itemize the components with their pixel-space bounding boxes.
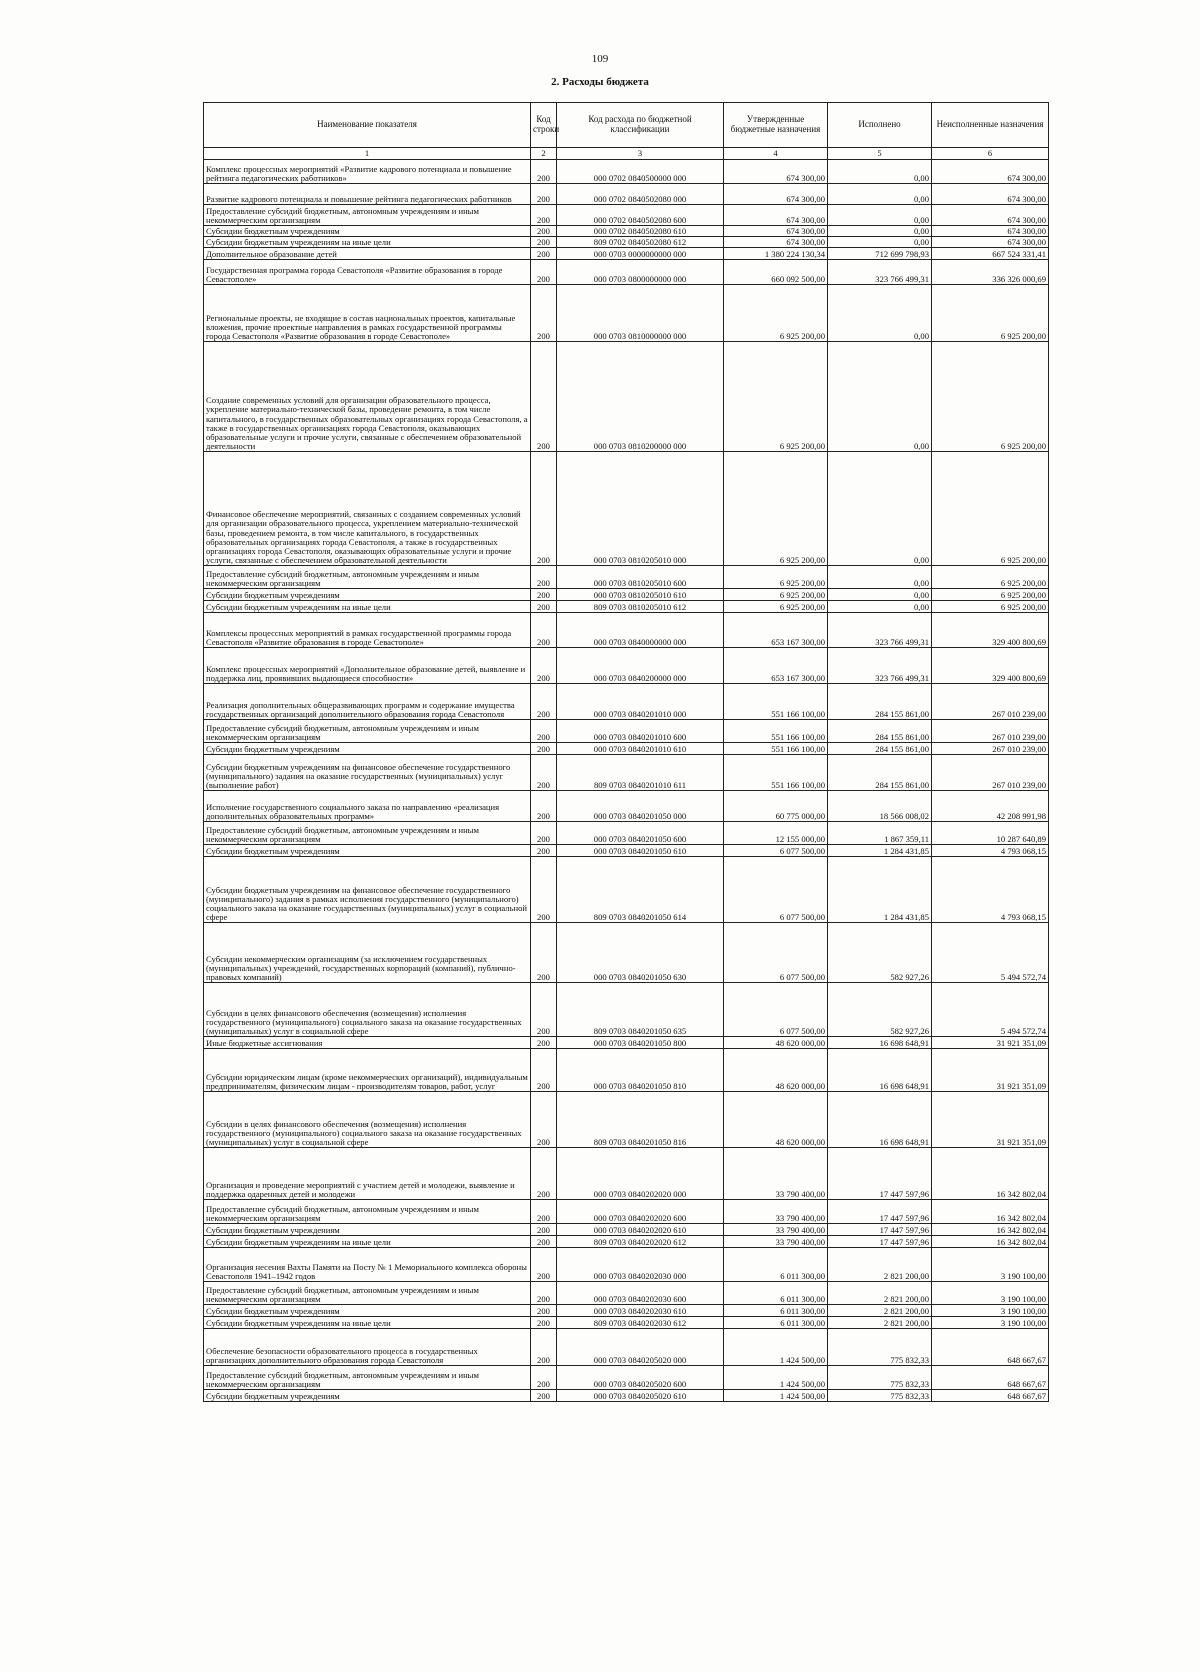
table-row <box>204 1037 1049 1049</box>
approved-amount: 674 300,00 <box>724 160 828 184</box>
line-code: 200 <box>531 566 557 589</box>
expense-name: Предоставление субсидий бюджетным, автономным учреждениям и иным некоммерческим организациям <box>204 205 531 226</box>
unexecuted-amount: 267 010 239,00 <box>932 684 1049 720</box>
line-code: 200 <box>531 791 557 822</box>
executed-amount: 0,00 <box>828 342 932 452</box>
expense-name: Субсидии в целях финансового обеспечения (возмещения) исполнения государственного (муниципального) социального заказа на оказание государственных (муниципальных) услуг в социальной сфере <box>204 1092 531 1148</box>
budget-code: 809 0703 0810205010 612 <box>557 601 724 613</box>
column-number: 3 <box>557 148 724 160</box>
table-row <box>204 601 1049 613</box>
expense-name: Комплексы процессных мероприятий в рамках государственной программы города Севастополя «Развитие образования в городе Севастополе» <box>204 613 531 648</box>
line-code: 200 <box>531 822 557 845</box>
unexecuted-amount: 329 400 800,69 <box>932 613 1049 648</box>
table-row <box>204 1092 1049 1148</box>
executed-amount: 1 867 359,11 <box>828 822 932 845</box>
line-code: 200 <box>531 285 557 342</box>
budget-code: 000 0703 0840205020 000 <box>557 1329 724 1366</box>
line-code: 200 <box>531 720 557 743</box>
executed-amount: 17 447 597,96 <box>828 1224 932 1236</box>
unexecuted-amount: 674 300,00 <box>932 205 1049 226</box>
executed-amount: 323 766 499,31 <box>828 648 932 684</box>
unexecuted-amount: 5 494 572,74 <box>932 923 1049 983</box>
table-row <box>204 566 1049 589</box>
approved-amount: 6 011 300,00 <box>724 1317 828 1329</box>
unexecuted-amount: 16 342 802,04 <box>932 1148 1049 1200</box>
line-code: 200 <box>531 452 557 566</box>
expense-name: Субсидии в целях финансового обеспечения (возмещения) исполнения государственного (муниципального) социального заказа на оказание государственных (муниципальных) услуг в социальной сфере <box>204 983 531 1037</box>
executed-amount: 0,00 <box>828 205 932 226</box>
column-header-unexecuted: Неисполненные назначения <box>932 103 1049 148</box>
approved-amount: 60 775 000,00 <box>724 791 828 822</box>
executed-amount: 582 927,26 <box>828 923 932 983</box>
approved-amount: 1 424 500,00 <box>724 1390 828 1402</box>
expense-name: Субсидии бюджетным учреждениям на финансовое обеспечение государственного (муниципального) задания в рамках исполнения государственного (муниципального) социального заказа на оказание государственных (муниципальных) услуг в социальной сфере <box>204 857 531 923</box>
table-row <box>204 845 1049 857</box>
unexecuted-amount: 648 667,67 <box>932 1329 1049 1366</box>
budget-code: 000 0702 0840502080 610 <box>557 226 724 237</box>
expense-name: Предоставление субсидий бюджетным, автономным учреждениям и иным некоммерческим организациям <box>204 720 531 743</box>
table-row <box>204 589 1049 601</box>
unexecuted-amount: 267 010 239,00 <box>932 720 1049 743</box>
unexecuted-amount: 6 925 200,00 <box>932 452 1049 566</box>
budget-code: 000 0703 0840202030 000 <box>557 1248 724 1282</box>
column-number: 1 <box>204 148 531 160</box>
executed-amount: 17 447 597,96 <box>828 1148 932 1200</box>
section-title: 2. Расходы бюджета <box>551 76 649 88</box>
expense-name: Предоставление субсидий бюджетным, автономным учреждениям и иным некоммерческим организациям <box>204 1200 531 1224</box>
budget-code: 000 0703 0810205010 600 <box>557 566 724 589</box>
table-row <box>204 983 1049 1037</box>
unexecuted-amount: 4 793 068,15 <box>932 845 1049 857</box>
executed-amount: 323 766 499,31 <box>828 260 932 285</box>
executed-amount: 16 698 648,91 <box>828 1049 932 1092</box>
budget-code: 000 0703 0810000000 000 <box>557 285 724 342</box>
budget-code: 000 0703 0800000000 000 <box>557 260 724 285</box>
executed-amount: 18 566 008,02 <box>828 791 932 822</box>
column-header-approved: Утвержденные бюджетные назначения <box>724 103 828 148</box>
line-code: 200 <box>531 1305 557 1317</box>
unexecuted-amount: 336 326 000,69 <box>932 260 1049 285</box>
table-row <box>204 237 1049 248</box>
unexecuted-amount: 16 342 802,04 <box>932 1200 1049 1224</box>
approved-amount: 6 011 300,00 <box>724 1248 828 1282</box>
expense-name: Субсидии бюджетным учреждениям <box>204 845 531 857</box>
executed-amount: 0,00 <box>828 237 932 248</box>
expense-name: Субсидии бюджетным учреждениям <box>204 1305 531 1317</box>
approved-amount: 1 380 224 130,34 <box>724 248 828 260</box>
budget-code: 000 0703 0840201050 630 <box>557 923 724 983</box>
table-row <box>204 1224 1049 1236</box>
executed-amount: 284 155 861,00 <box>828 755 932 791</box>
approved-amount: 48 620 000,00 <box>724 1092 828 1148</box>
budget-code: 809 0703 0840201050 635 <box>557 983 724 1037</box>
approved-amount: 660 092 500,00 <box>724 260 828 285</box>
table-row <box>204 743 1049 755</box>
unexecuted-amount: 5 494 572,74 <box>932 983 1049 1037</box>
executed-amount: 17 447 597,96 <box>828 1200 932 1224</box>
budget-code: 000 0702 0840500000 000 <box>557 160 724 184</box>
expense-name: Субсидии бюджетным учреждениям <box>204 1224 531 1236</box>
executed-amount: 0,00 <box>828 285 932 342</box>
table-row <box>204 342 1049 452</box>
budget-code: 000 0703 0840201050 800 <box>557 1037 724 1049</box>
approved-amount: 551 166 100,00 <box>724 755 828 791</box>
unexecuted-amount: 6 925 200,00 <box>932 285 1049 342</box>
line-code: 200 <box>531 684 557 720</box>
expense-name: Развитие кадрового потенциала и повышение рейтинга педагогических работников <box>204 184 531 205</box>
expense-name: Субсидии бюджетным учреждениям на иные цели <box>204 1317 531 1329</box>
line-code: 200 <box>531 226 557 237</box>
approved-amount: 6 925 200,00 <box>724 285 828 342</box>
unexecuted-amount: 31 921 351,09 <box>932 1049 1049 1092</box>
executed-amount: 775 832,33 <box>828 1329 932 1366</box>
approved-amount: 6 925 200,00 <box>724 342 828 452</box>
budget-code: 000 0703 0840201010 000 <box>557 684 724 720</box>
executed-amount: 0,00 <box>828 601 932 613</box>
budget-code: 000 0703 0840202020 600 <box>557 1200 724 1224</box>
approved-amount: 6 925 200,00 <box>724 589 828 601</box>
line-code: 200 <box>531 160 557 184</box>
unexecuted-amount: 3 190 100,00 <box>932 1248 1049 1282</box>
expense-name: Предоставление субсидий бюджетным, автономным учреждениям и иным некоммерческим организациям <box>204 1366 531 1390</box>
line-code: 200 <box>531 1317 557 1329</box>
approved-amount: 48 620 000,00 <box>724 1049 828 1092</box>
table-body <box>204 160 1049 1402</box>
budget-code: 000 0703 0840201050 600 <box>557 822 724 845</box>
expense-name: Субсидии бюджетным учреждениям <box>204 226 531 237</box>
unexecuted-amount: 6 925 200,00 <box>932 566 1049 589</box>
budget-code: 000 0703 0840201010 610 <box>557 743 724 755</box>
executed-amount: 1 284 431,85 <box>828 857 932 923</box>
column-header-name: Наименование показателя <box>204 103 531 148</box>
table-row <box>204 260 1049 285</box>
budget-code: 000 0703 0840201050 000 <box>557 791 724 822</box>
line-code: 200 <box>531 1224 557 1236</box>
unexecuted-amount: 674 300,00 <box>932 226 1049 237</box>
expense-name: Комплекс процессных мероприятий «Дополнительное образование детей, выявление и поддержка лиц, проявивших выдающиеся способности» <box>204 648 531 684</box>
expense-name: Организация несения Вахты Памяти на Посту № 1 Мемориального комплекса обороны Севастополя 1941–1942 годов <box>204 1248 531 1282</box>
unexecuted-amount: 648 667,67 <box>932 1390 1049 1402</box>
column-number: 4 <box>724 148 828 160</box>
table-row <box>204 791 1049 822</box>
line-code: 200 <box>531 1282 557 1305</box>
approved-amount: 653 167 300,00 <box>724 613 828 648</box>
expense-name: Предоставление субсидий бюджетным, автономным учреждениям и иным некоммерческим организациям <box>204 822 531 845</box>
executed-amount: 775 832,33 <box>828 1366 932 1390</box>
approved-amount: 48 620 000,00 <box>724 1037 828 1049</box>
budget-code: 809 0703 0840201050 614 <box>557 857 724 923</box>
table-row <box>204 1317 1049 1329</box>
column-number: 2 <box>531 148 557 160</box>
unexecuted-amount: 674 300,00 <box>932 237 1049 248</box>
line-code: 200 <box>531 1390 557 1402</box>
expense-name: Создание современных условий для организации образовательного процесса, укрепление материально-технической базы, проведение ремонта, в том числе капитального, в государственных образовательных организациях города Севастополя, а также в государственных организациях города Севастополя, оказывающих образовательные услуги и прочие услуги, связанные с обеспечением образовательной деятельности <box>204 342 531 452</box>
approved-amount: 674 300,00 <box>724 237 828 248</box>
line-code: 200 <box>531 1248 557 1282</box>
line-code: 200 <box>531 342 557 452</box>
executed-amount: 17 447 597,96 <box>828 1236 932 1248</box>
table-row <box>204 755 1049 791</box>
approved-amount: 33 790 400,00 <box>724 1200 828 1224</box>
line-code: 200 <box>531 743 557 755</box>
executed-amount: 712 699 798,93 <box>828 248 932 260</box>
line-code: 200 <box>531 1366 557 1390</box>
expenses-table <box>203 102 1049 1402</box>
executed-amount: 284 155 861,00 <box>828 684 932 720</box>
line-code: 200 <box>531 857 557 923</box>
column-header-executed: Исполнено <box>828 103 932 148</box>
column-header-budget-code: Код расхода по бюджетной классификации <box>557 103 724 148</box>
approved-amount: 12 155 000,00 <box>724 822 828 845</box>
page-number: 109 <box>591 53 609 65</box>
expense-name: Предоставление субсидий бюджетным, автономным учреждениям и иным некоммерческим организациям <box>204 1282 531 1305</box>
approved-amount: 6 011 300,00 <box>724 1282 828 1305</box>
budget-code: 000 0703 0810200000 000 <box>557 342 724 452</box>
executed-amount: 16 698 648,91 <box>828 1092 932 1148</box>
approved-amount: 674 300,00 <box>724 205 828 226</box>
budget-code: 000 0703 0840201050 610 <box>557 845 724 857</box>
table-row <box>204 1305 1049 1317</box>
budget-code: 000 0703 0840201050 810 <box>557 1049 724 1092</box>
column-number-row <box>204 148 1049 160</box>
approved-amount: 1 424 500,00 <box>724 1366 828 1390</box>
table-row <box>204 1390 1049 1402</box>
approved-amount: 6 077 500,00 <box>724 983 828 1037</box>
line-code: 200 <box>531 601 557 613</box>
table-row <box>204 648 1049 684</box>
table-row <box>204 613 1049 648</box>
budget-code: 809 0703 0840201050 816 <box>557 1092 724 1148</box>
expense-name: Субсидии бюджетным учреждениям <box>204 1390 531 1402</box>
executed-amount: 0,00 <box>828 160 932 184</box>
executed-amount: 0,00 <box>828 452 932 566</box>
table-row <box>204 720 1049 743</box>
expense-name: Субсидии бюджетным учреждениям <box>204 743 531 755</box>
table-row <box>204 1329 1049 1366</box>
line-code: 200 <box>531 923 557 983</box>
budget-code: 809 0702 0840502080 612 <box>557 237 724 248</box>
table-header-row <box>204 103 1049 148</box>
table-row <box>204 822 1049 845</box>
executed-amount: 0,00 <box>828 226 932 237</box>
unexecuted-amount: 267 010 239,00 <box>932 755 1049 791</box>
unexecuted-amount: 674 300,00 <box>932 184 1049 205</box>
approved-amount: 33 790 400,00 <box>724 1236 828 1248</box>
line-code: 200 <box>531 184 557 205</box>
executed-amount: 16 698 648,91 <box>828 1037 932 1049</box>
budget-code: 000 0703 0810205010 610 <box>557 589 724 601</box>
approved-amount: 6 925 200,00 <box>724 566 828 589</box>
table-row <box>204 1282 1049 1305</box>
table-row <box>204 1049 1049 1092</box>
approved-amount: 1 424 500,00 <box>724 1329 828 1366</box>
budget-code: 809 0703 0840202030 612 <box>557 1317 724 1329</box>
line-code: 200 <box>531 1329 557 1366</box>
approved-amount: 674 300,00 <box>724 184 828 205</box>
executed-amount: 284 155 861,00 <box>828 743 932 755</box>
expense-name: Субсидии бюджетным учреждениям на иные цели <box>204 1236 531 1248</box>
table-row <box>204 160 1049 184</box>
line-code: 200 <box>531 1200 557 1224</box>
unexecuted-amount: 16 342 802,04 <box>932 1224 1049 1236</box>
expense-name: Организация и проведение мероприятий с участием детей и молодежи, выявление и поддержка одаренных детей и молодежи <box>204 1148 531 1200</box>
expense-name: Предоставление субсидий бюджетным, автономным учреждениям и иным некоммерческим организациям <box>204 566 531 589</box>
approved-amount: 653 167 300,00 <box>724 648 828 684</box>
approved-amount: 6 925 200,00 <box>724 601 828 613</box>
table-row <box>204 857 1049 923</box>
line-code: 200 <box>531 260 557 285</box>
approved-amount: 33 790 400,00 <box>724 1148 828 1200</box>
unexecuted-amount: 31 921 351,09 <box>932 1092 1049 1148</box>
executed-amount: 2 821 200,00 <box>828 1317 932 1329</box>
column-header-line-code: Код строки <box>531 103 557 148</box>
executed-amount: 0,00 <box>828 566 932 589</box>
executed-amount: 2 821 200,00 <box>828 1282 932 1305</box>
line-code: 200 <box>531 1049 557 1092</box>
unexecuted-amount: 10 287 640,89 <box>932 822 1049 845</box>
line-code: 200 <box>531 237 557 248</box>
line-code: 200 <box>531 589 557 601</box>
budget-code: 809 0703 0840201010 611 <box>557 755 724 791</box>
table-row <box>204 1148 1049 1200</box>
expense-name: Финансовое обеспечение мероприятий, связанных с созданием современных условий для организации образовательного процесса, укреплением материально-технической базы, проведением ремонта, в том числе капитального, в государственных образовательных организациях города Севастополя, а также в государственных организациях города Севастополя, оказывающих образовательные услуги и прочие услуги, связанные с обеспечением образовательной деятельности <box>204 452 531 566</box>
table-row <box>204 205 1049 226</box>
budget-code: 000 0703 0840205020 610 <box>557 1390 724 1402</box>
unexecuted-amount: 6 925 200,00 <box>932 589 1049 601</box>
line-code: 200 <box>531 1148 557 1200</box>
line-code: 200 <box>531 205 557 226</box>
expense-name: Субсидии бюджетным учреждениям на финансовое обеспечение государственного (муниципального) задания на оказание государственных (муниципальных) услуг (выполнение работ) <box>204 755 531 791</box>
executed-amount: 284 155 861,00 <box>828 720 932 743</box>
executed-amount: 323 766 499,31 <box>828 613 932 648</box>
unexecuted-amount: 3 190 100,00 <box>932 1282 1049 1305</box>
expense-name: Субсидии бюджетным учреждениям <box>204 589 531 601</box>
column-number: 6 <box>932 148 1049 160</box>
executed-amount: 582 927,26 <box>828 983 932 1037</box>
unexecuted-amount: 3 190 100,00 <box>932 1317 1049 1329</box>
approved-amount: 551 166 100,00 <box>724 684 828 720</box>
budget-code: 000 0702 0840502080 000 <box>557 184 724 205</box>
approved-amount: 551 166 100,00 <box>724 720 828 743</box>
budget-code: 000 0703 0840202030 600 <box>557 1282 724 1305</box>
line-code: 200 <box>531 248 557 260</box>
budget-code: 000 0703 0840202020 000 <box>557 1148 724 1200</box>
approved-amount: 33 790 400,00 <box>724 1224 828 1236</box>
budget-code: 000 0702 0840502080 600 <box>557 205 724 226</box>
unexecuted-amount: 42 208 991,98 <box>932 791 1049 822</box>
table-row <box>204 684 1049 720</box>
approved-amount: 6 925 200,00 <box>724 452 828 566</box>
budget-code: 000 0703 0840201010 600 <box>557 720 724 743</box>
column-number: 5 <box>828 148 932 160</box>
line-code: 200 <box>531 1236 557 1248</box>
unexecuted-amount: 4 793 068,15 <box>932 857 1049 923</box>
unexecuted-amount: 667 524 331,41 <box>932 248 1049 260</box>
budget-code: 000 0703 0840205020 600 <box>557 1366 724 1390</box>
executed-amount: 2 821 200,00 <box>828 1305 932 1317</box>
line-code: 200 <box>531 755 557 791</box>
table-row <box>204 285 1049 342</box>
expense-name: Субсидии юридическим лицам (кроме некоммерческих организаций), индивидуальным предпринимателям, физическим лицам - производителям товаров, работ, услуг <box>204 1049 531 1092</box>
approved-amount: 6 011 300,00 <box>724 1305 828 1317</box>
table-row <box>204 1366 1049 1390</box>
line-code: 200 <box>531 845 557 857</box>
approved-amount: 551 166 100,00 <box>724 743 828 755</box>
table-row <box>204 248 1049 260</box>
unexecuted-amount: 674 300,00 <box>932 160 1049 184</box>
table-row <box>204 184 1049 205</box>
line-code: 200 <box>531 983 557 1037</box>
table-row <box>204 452 1049 566</box>
unexecuted-amount: 3 190 100,00 <box>932 1305 1049 1317</box>
expense-name: Субсидии бюджетным учреждениям на иные цели <box>204 237 531 248</box>
expense-name: Дополнительное образование детей <box>204 248 531 260</box>
budget-code: 809 0703 0840202020 612 <box>557 1236 724 1248</box>
executed-amount: 775 832,33 <box>828 1390 932 1402</box>
expense-name: Иные бюджетные ассигнования <box>204 1037 531 1049</box>
table-row <box>204 1236 1049 1248</box>
unexecuted-amount: 329 400 800,69 <box>932 648 1049 684</box>
table-row <box>204 226 1049 237</box>
approved-amount: 674 300,00 <box>724 226 828 237</box>
unexecuted-amount: 31 921 351,09 <box>932 1037 1049 1049</box>
executed-amount: 0,00 <box>828 184 932 205</box>
unexecuted-amount: 16 342 802,04 <box>932 1236 1049 1248</box>
expense-name: Субсидии бюджетным учреждениям на иные цели <box>204 601 531 613</box>
line-code: 200 <box>531 613 557 648</box>
executed-amount: 1 284 431,85 <box>828 845 932 857</box>
expense-name: Государственная программа города Севастополя «Развитие образования в городе Севастополе» <box>204 260 531 285</box>
line-code: 200 <box>531 1037 557 1049</box>
expense-name: Обеспечение безопасности образовательного процесса в государственных организациях дополнительного образования города Севастополя <box>204 1329 531 1366</box>
unexecuted-amount: 6 925 200,00 <box>932 601 1049 613</box>
budget-code: 000 0703 0840200000 000 <box>557 648 724 684</box>
budget-code: 000 0703 0840202030 610 <box>557 1305 724 1317</box>
unexecuted-amount: 267 010 239,00 <box>932 743 1049 755</box>
expense-name: Исполнение государственного социального заказа по направлению «реализация дополнительных образовательных программ» <box>204 791 531 822</box>
budget-code: 000 0703 0840202020 610 <box>557 1224 724 1236</box>
unexecuted-amount: 648 667,67 <box>932 1366 1049 1390</box>
expense-name: Реализация дополнительных общеразвивающих программ и содержание имущества государственных организаций дополнительного образования города Севастополя <box>204 684 531 720</box>
expense-name: Региональные проекты, не входящие в состав национальных проектов, капитальные вложения, прочие проектные направления в рамках государственной программы города Севастополя «Развитие образования в городе Севастополе» <box>204 285 531 342</box>
approved-amount: 6 077 500,00 <box>724 845 828 857</box>
table-row <box>204 923 1049 983</box>
budget-code: 000 0703 0810205010 000 <box>557 452 724 566</box>
expense-name: Комплекс процессных мероприятий «Развитие кадрового потенциала и повышение рейтинга педагогических работников» <box>204 160 531 184</box>
budget-code: 000 0703 0840000000 000 <box>557 613 724 648</box>
table-row <box>204 1248 1049 1282</box>
table-row <box>204 1200 1049 1224</box>
budget-code: 000 0703 0000000000 000 <box>557 248 724 260</box>
executed-amount: 0,00 <box>828 589 932 601</box>
expense-name: Субсидии некоммерческим организациям (за исключением государственных (муниципальных) учреждений, государственных корпораций (компаний), публично-правовых компаний) <box>204 923 531 983</box>
executed-amount: 2 821 200,00 <box>828 1248 932 1282</box>
line-code: 200 <box>531 648 557 684</box>
unexecuted-amount: 6 925 200,00 <box>932 342 1049 452</box>
line-code: 200 <box>531 1092 557 1148</box>
approved-amount: 6 077 500,00 <box>724 857 828 923</box>
approved-amount: 6 077 500,00 <box>724 923 828 983</box>
